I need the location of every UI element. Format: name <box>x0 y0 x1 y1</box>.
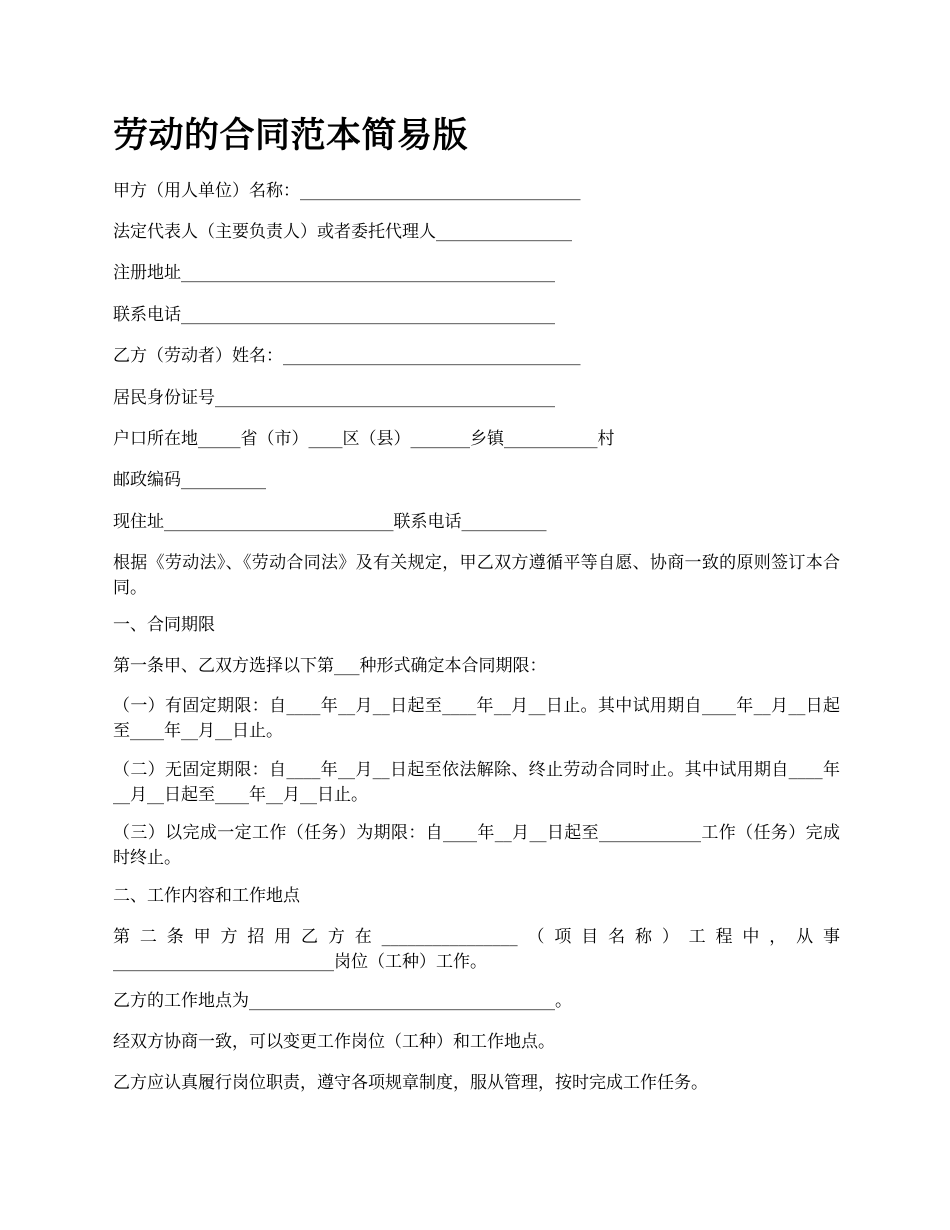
registered-address-line: 注册地址____________________________________________ <box>113 263 555 283</box>
party-a-name-line: 甲方（用人单位）名称：_________________________________ <box>113 181 581 201</box>
change-clause-line: 经双方协商一致，可以变更工作岗位（工种）和工作地点。 <box>113 1032 555 1052</box>
term-open-paragraph: （二）无固定期限：自____年__月__日起至依法解除、终止劳动合同时止。其中试用期自____年__月__日起至____年__月__日止。 <box>113 760 840 805</box>
section-heading-work: 二、工作内容和工作地点 <box>113 886 300 906</box>
party-a-phone-line: 联系电话____________________________________________ <box>113 305 555 325</box>
current-address-line: 现住址___________________________联系电话__________ <box>113 512 547 532</box>
postal-code-line: 邮政编码__________ <box>113 470 266 490</box>
id-number-line: 居民身份证号________________________________________ <box>113 388 555 408</box>
document-title: 劳动的合同范本简易版 <box>113 116 469 156</box>
term-task-paragraph: （三）以完成一定工作（任务）为期限：自____年__月__日起至____________工作（任务）完成时终止。 <box>113 823 840 868</box>
legal-representative-line: 法定代表人（主要负责人）或者委托代理人________________ <box>113 222 572 242</box>
household-location-line: 户口所在地_____省（市）____区（县）_______乡镇___________村 <box>113 429 615 449</box>
term-fixed-paragraph: （一）有固定期限：自____年__月__日起至____年__月__日止。其中试用期自____年__月__日起至____年__月__日止。 <box>113 696 840 741</box>
preamble-paragraph: 根据《劳动法》、《劳动合同法》及有关规定，甲乙双方遵循平等自愿、协商一致的原则签订本合同。 <box>113 553 840 598</box>
duty-clause-line: 乙方应认真履行岗位职责，遵守各项规章制度，服从管理，按时完成工作任务。 <box>113 1073 708 1093</box>
article-1: 第一条甲、乙双方选择以下第___种形式确定本合同期限： <box>113 656 547 676</box>
article-2-paragraph: 第二条甲方招用乙方在________________（项目名称）工程中，从事__________________________岗位（工种）工作。 <box>113 927 840 972</box>
party-b-name-line: 乙方（劳动者）姓名：___________________________________ <box>113 346 581 366</box>
work-location-line: 乙方的工作地点为____________________________________。 <box>113 991 572 1011</box>
section-heading-term: 一、合同期限 <box>113 615 215 635</box>
